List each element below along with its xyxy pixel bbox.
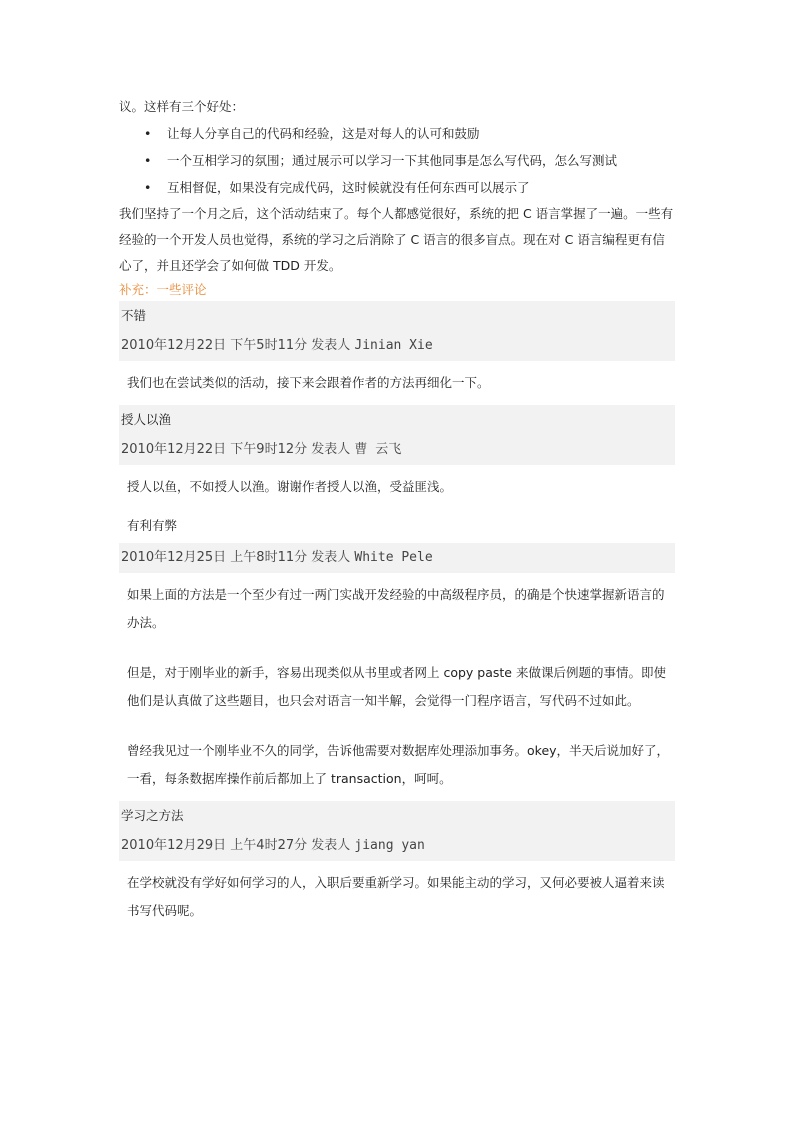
comment-paragraph: 如果上面的方法是一个至少有过一两门实战开发经验的中高级程序员，的确是个快速掌握新语言的办法。 — [127, 587, 665, 630]
comment-date: 2010年12月29日 上午4时27分 发表人 — [121, 838, 351, 853]
bullet-icon: • — [144, 153, 152, 168]
comment-body — [119, 573, 675, 801]
comment-author: jiang yan — [354, 838, 425, 853]
comments-heading: 补充：一些评论 — [119, 282, 207, 297]
comment-paragraph: 在学校就没有学好如何学习的人，入职后要重新学习。如果能主动的学习，又何必要被人逼着来读书写代码呢。 — [127, 875, 665, 918]
comment-date: 2010年12月22日 下午5时11分 发表人 — [121, 338, 351, 353]
comment-paragraph: 但是，对于刚毕业的新手，容易出现类似从书里或者网上 copy paste 来做课后例题的事情。即使他们是认真做了这些题目，也只会对语言一知半解，会觉得一门程序语言，写代码不过如此。 — [127, 665, 666, 708]
comment-date: 2010年12月22日 下午9时12分 发表人 — [121, 442, 351, 457]
bullet-icon: • — [144, 180, 152, 195]
comment — [119, 801, 675, 933]
comment — [119, 509, 675, 801]
comment-date: 2010年12月25日 上午8时11分 发表人 — [121, 550, 351, 565]
intro-text: 议。这样有三个好处： — [119, 99, 245, 114]
comment-paragraph: 曾经我见过一个刚毕业不久的同学，告诉他需要对数据库处理添加事务。okey，半天后说加好了，一看，每条数据库操作前后都加上了 transaction，呵呵。 — [127, 743, 670, 786]
comment-body — [119, 361, 675, 405]
comment-body — [119, 465, 675, 509]
comment-meta — [119, 831, 675, 861]
comment-author: White Pele — [354, 550, 433, 565]
comment-title: 授人以渔 — [119, 405, 675, 435]
comment-title: 学习之方法 — [119, 801, 675, 831]
bullet-icon: • — [144, 126, 152, 141]
comment-title: 有利有弊 — [127, 518, 178, 533]
list-item: • 让每人分享自己的代码和经验，这是对每人的认可和鼓励 — [119, 120, 675, 147]
comment-meta — [119, 331, 675, 361]
comment-paragraph: 授人以鱼，不如授人以渔。谢谢作者授人以渔，受益匪浅。 — [127, 479, 453, 494]
benefits-list — [119, 120, 675, 201]
list-item: • 一个互相学习的氛围；通过展示可以学习一下其他同事是怎么写代码，怎么写测试 — [119, 147, 675, 174]
comment-title: 不错 — [119, 301, 675, 331]
comment-author: 曹 云飞 — [354, 442, 402, 457]
document-page — [119, 96, 675, 933]
list-item: • 互相督促，如果没有完成代码，这时候就没有任何东西可以展示了 — [119, 174, 675, 201]
comment — [119, 301, 675, 405]
comment — [119, 405, 675, 509]
summary-paragraph: 我们坚持了一个月之后，这个活动结束了。每个人都感觉很好，系统的把 C 语言掌握了一遍。一些有经验的一个开发人员也觉得，系统的学习之后消除了 C 语言的很多盲点。现在对 C 语言编程更有信心了，并且还学会了如何做 TDD 开发。 — [119, 206, 674, 273]
comment-meta — [119, 543, 675, 573]
comment-author: Jinian Xie — [354, 338, 433, 353]
comment-meta — [119, 435, 675, 465]
comment-paragraph: 我们也在尝试类似的活动，接下来会跟着作者的方法再细化一下。 — [127, 375, 490, 390]
comment-body — [119, 861, 675, 933]
